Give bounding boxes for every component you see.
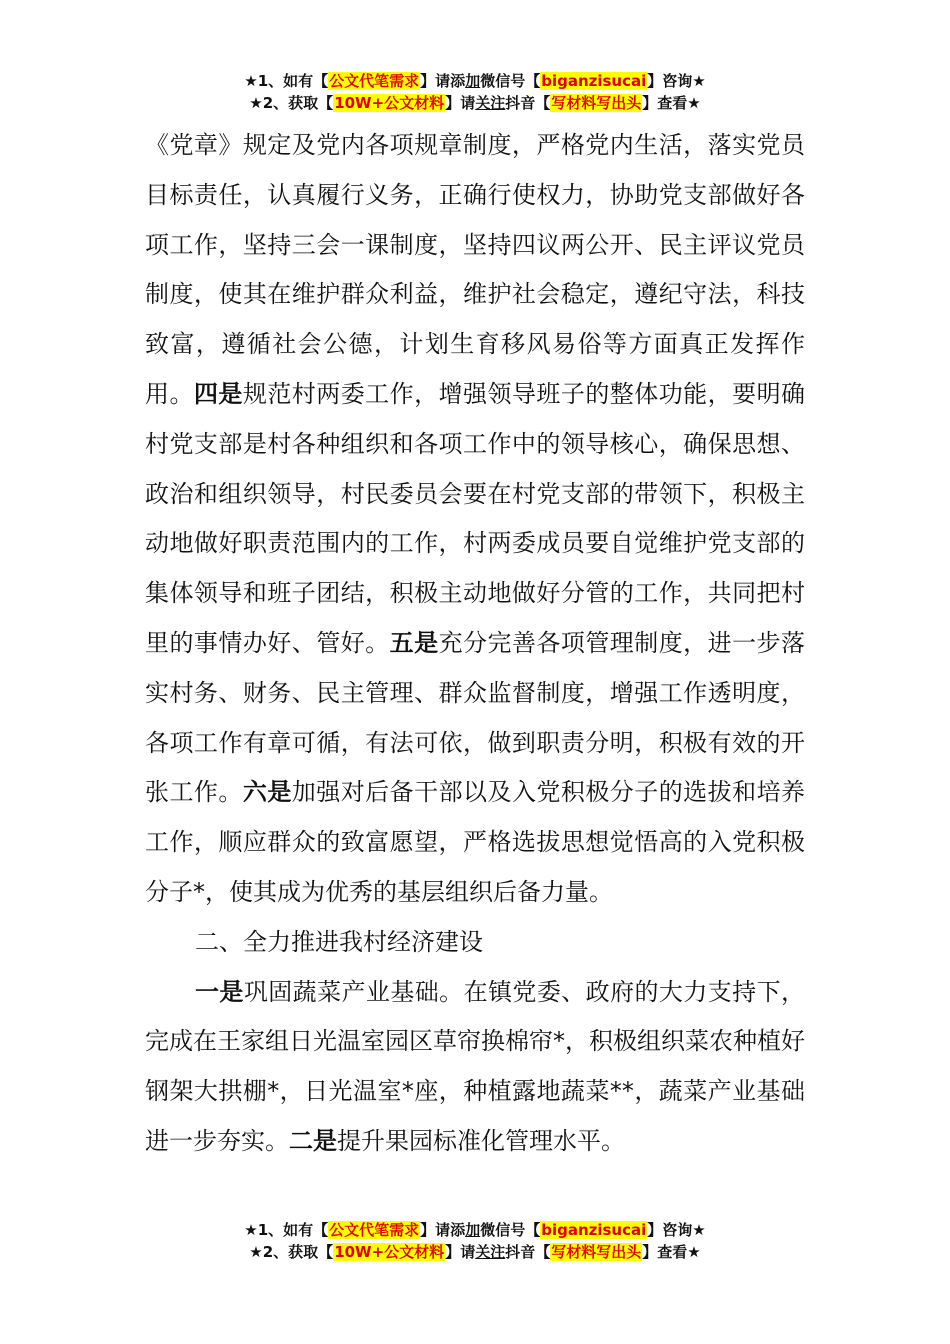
header-banner-line-1 bbox=[0, 70, 950, 92]
bold-lead: 五是 bbox=[389, 628, 439, 657]
body-paragraph bbox=[145, 968, 805, 1167]
paragraph-text: 充分完善各项管理制度，进一步落实村务、财务、民主管理、群众监督制度，增强工作透明度，各项工作有章可循，有法可依，做到职责分明，积极有效的开张工作。 bbox=[145, 628, 806, 807]
banner-emphasis: 关注 bbox=[475, 94, 506, 112]
banner-text: ★2、获取【 bbox=[249, 94, 334, 112]
banner-highlight: 10W+公文材料 bbox=[334, 94, 445, 112]
banner-highlight: 写材料写出头 bbox=[551, 1243, 642, 1261]
paragraph-text: 巩固蔬菜产业基础。在镇党委、政府的大力支持下，完成在王家组日光温室园区草帘换棉帘*，积极组织菜农种植好钢架大拱棚*，日光温室*座，种植露地蔬菜**，蔬菜产业基础进一步夯实。 bbox=[145, 977, 806, 1155]
footer-banner-line-2 bbox=[0, 1241, 950, 1263]
body-paragraph bbox=[145, 121, 805, 918]
banner-text: ★1、如有【 bbox=[244, 1221, 329, 1239]
banner-highlight: biganzisucai bbox=[541, 72, 647, 90]
banner-text: 】咨询★ bbox=[647, 72, 706, 90]
banner-emphasis: 关注 bbox=[475, 1243, 506, 1261]
banner-text: ★2、获取【 bbox=[249, 1243, 334, 1261]
banner-highlight: 10W+公文材料 bbox=[334, 1243, 445, 1261]
banner-emphasis: 加 bbox=[465, 72, 481, 90]
header-banner-line-2 bbox=[0, 92, 950, 114]
bold-lead: 一是 bbox=[195, 977, 244, 1006]
banner-text: 微信号【 bbox=[480, 72, 541, 90]
header-banner bbox=[0, 70, 950, 114]
footer-banner bbox=[0, 1219, 950, 1263]
footer-banner-line-1 bbox=[0, 1219, 950, 1241]
banner-highlight: 公文代笔需求 bbox=[329, 1221, 420, 1239]
banner-text: 抖音【 bbox=[505, 94, 551, 112]
banner-text: ★1、如有【 bbox=[244, 72, 329, 90]
bold-lead: 六是 bbox=[242, 778, 292, 807]
banner-text: 】请添 bbox=[420, 72, 466, 90]
banner-text: 】查看★ bbox=[642, 94, 701, 112]
banner-highlight: 写材料写出头 bbox=[551, 94, 642, 112]
banner-text: 】咨询★ bbox=[647, 1221, 706, 1239]
section-heading: 二、全力推进我村经济建设 bbox=[195, 927, 483, 956]
banner-highlight: biganzisucai bbox=[541, 1221, 647, 1239]
paragraph-text: 加强对后备干部以及入党积极分子的选拔和培养工作，顺应群众的致富愿望，严格选拔思想觉悟高的入党积极分子*，使其成为优秀的基层组织后备力量。 bbox=[145, 778, 806, 906]
banner-emphasis: 加 bbox=[465, 1221, 481, 1239]
banner-text: 】查看★ bbox=[642, 1243, 701, 1261]
banner-text: 】请 bbox=[445, 94, 476, 112]
banner-text: 抖音【 bbox=[505, 1243, 551, 1261]
document-body bbox=[145, 121, 805, 1167]
banner-text: 微信号【 bbox=[480, 1221, 541, 1239]
banner-highlight: 公文代笔需求 bbox=[329, 72, 420, 90]
bold-lead: 四是 bbox=[193, 379, 243, 408]
banner-text: 】请 bbox=[445, 1243, 476, 1261]
banner-text: 】请添 bbox=[420, 1221, 466, 1239]
bold-lead: 二是 bbox=[289, 1126, 337, 1155]
paragraph-text: 提升果园标准化管理水平。 bbox=[337, 1126, 625, 1155]
paragraph-text: 规范村两委工作，增强领导班子的整体功能，要明确村党支部是村各种组织和各项工作中的领导核心，确保思想、政治和组织领导，村民委员会要在村党支部的带领下，积极主动地做好职责范围内的工作，村两委成员要自觉维护党支部的集体领导和班子团结，积极主动地做好分管的工作，共同把村里的事情办好、管好。 bbox=[145, 379, 806, 657]
paragraph-text: 《党章》规定及党内各项规章制度，严格党内生活，落实党员目标责任，认真履行义务，正确行使权力，协助党支部做好各项工作，坚持三会一课制度，坚持四议两公开、民主评议党员制度，使其在维护群众利益，维护社会稳定，遵纪守法，科技致富，遵循社会公德，计划生育移风易俗等方面真正发挥作用。 bbox=[145, 131, 805, 408]
